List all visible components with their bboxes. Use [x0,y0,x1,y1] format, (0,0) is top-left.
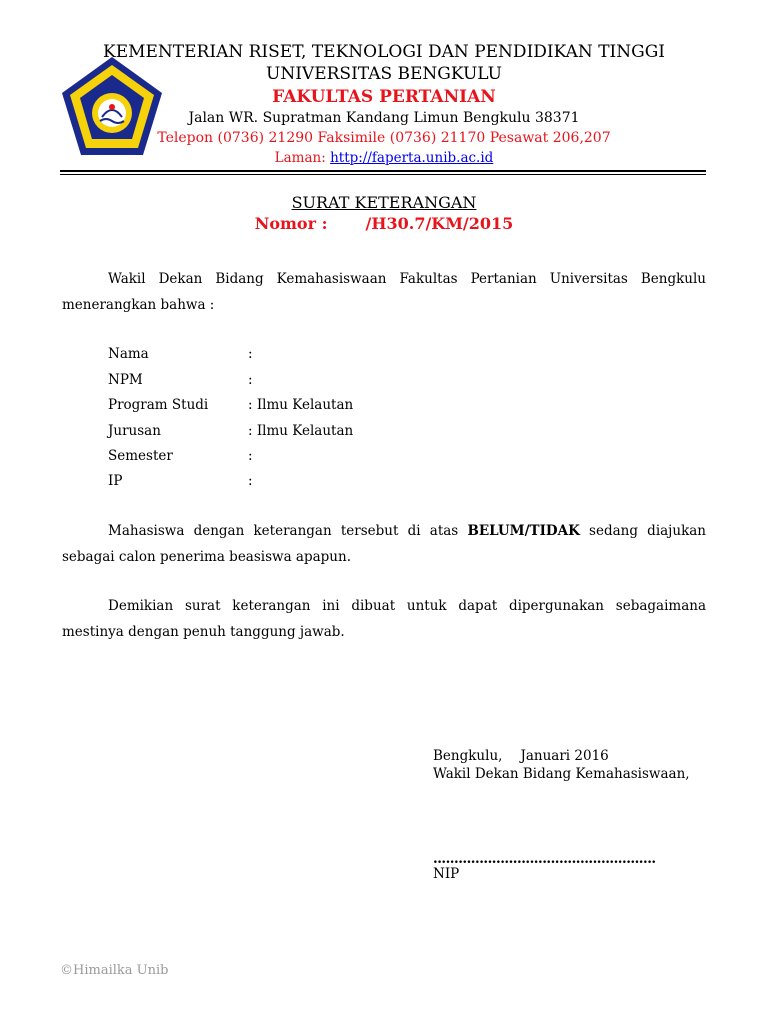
signature-position: Wakil Dekan Bidang Kemahasiswaan, [433,766,690,782]
field-label: Program Studi [108,397,209,413]
field-value: : [248,473,253,489]
closing-paragraph: Demikian surat keterangan ini dibuat untuk dapat dipergunakan sebagaimana mestinya dengan penuh tanggung jawab. [62,598,706,640]
university-name: UNIVERSITAS BENGKULU [266,64,502,84]
field-label: Semester [108,448,173,464]
ministry-name: KEMENTERIAN RISET, TEKNOLOGI DAN PENDIDIKAN TINGGI [103,42,665,62]
field-value: : Ilmu Kelautan [248,423,354,439]
signature-date: Januari 2016 [520,748,609,764]
statement-paragraph [62,518,706,570]
faculty-name: FAKULTAS PERTANIAN [272,87,496,107]
statement-text: Mahasiswa dengan keterangan tersebut di atas [108,523,468,539]
number-label: Nomor : [254,214,328,233]
field-label: Jurusan [108,423,161,439]
field-label: NPM [108,372,143,388]
field-label: Nama [108,346,149,362]
phone-info: Telepon (0736) 21290 Faksimile (0736) 21170 Pesawat 206,207 [157,130,611,146]
statement-text-end: sedang diajukan sebagai calon penerima beasiswa apapun. [62,523,706,565]
website-link[interactable]: http://faperta.unib.ac.id [330,150,494,166]
letter-title: SURAT KETERANGAN [291,193,477,212]
field-npm [108,372,253,388]
intro-paragraph: Wakil Dekan Bidang Kemahasiswaan Fakultas Pertanian Universitas Bengkulu menerangkan bahwa : [62,271,706,313]
field-program-studi [108,397,353,413]
field-ip [108,473,253,489]
website-label: Laman: [274,150,326,166]
field-value: : [248,372,253,388]
field-nama [108,346,253,362]
footer-credit: ©Himailka Unib [60,963,169,978]
field-label: IP [108,473,123,489]
header-divider-thin [60,174,706,175]
website-line [0,150,768,166]
address: Jalan WR. Supratman Kandang Limun Bengkulu 38371 [188,110,580,126]
statement-emphasis: BELUM/TIDAK [467,523,580,539]
field-value: : Ilmu Kelautan [248,397,354,413]
number-value: /H30.7/KM/2015 [365,214,514,233]
field-semester [108,448,253,464]
field-value: : [248,346,253,362]
field-jurusan [108,423,353,439]
signature-place: Bengkulu, [433,748,503,764]
header-divider [60,170,706,172]
field-value: : [248,448,253,464]
signature-date-line [433,748,609,764]
nip-label: NIP [433,866,460,882]
signature-line: ..................................................... [433,851,656,867]
letter-number [0,214,768,233]
